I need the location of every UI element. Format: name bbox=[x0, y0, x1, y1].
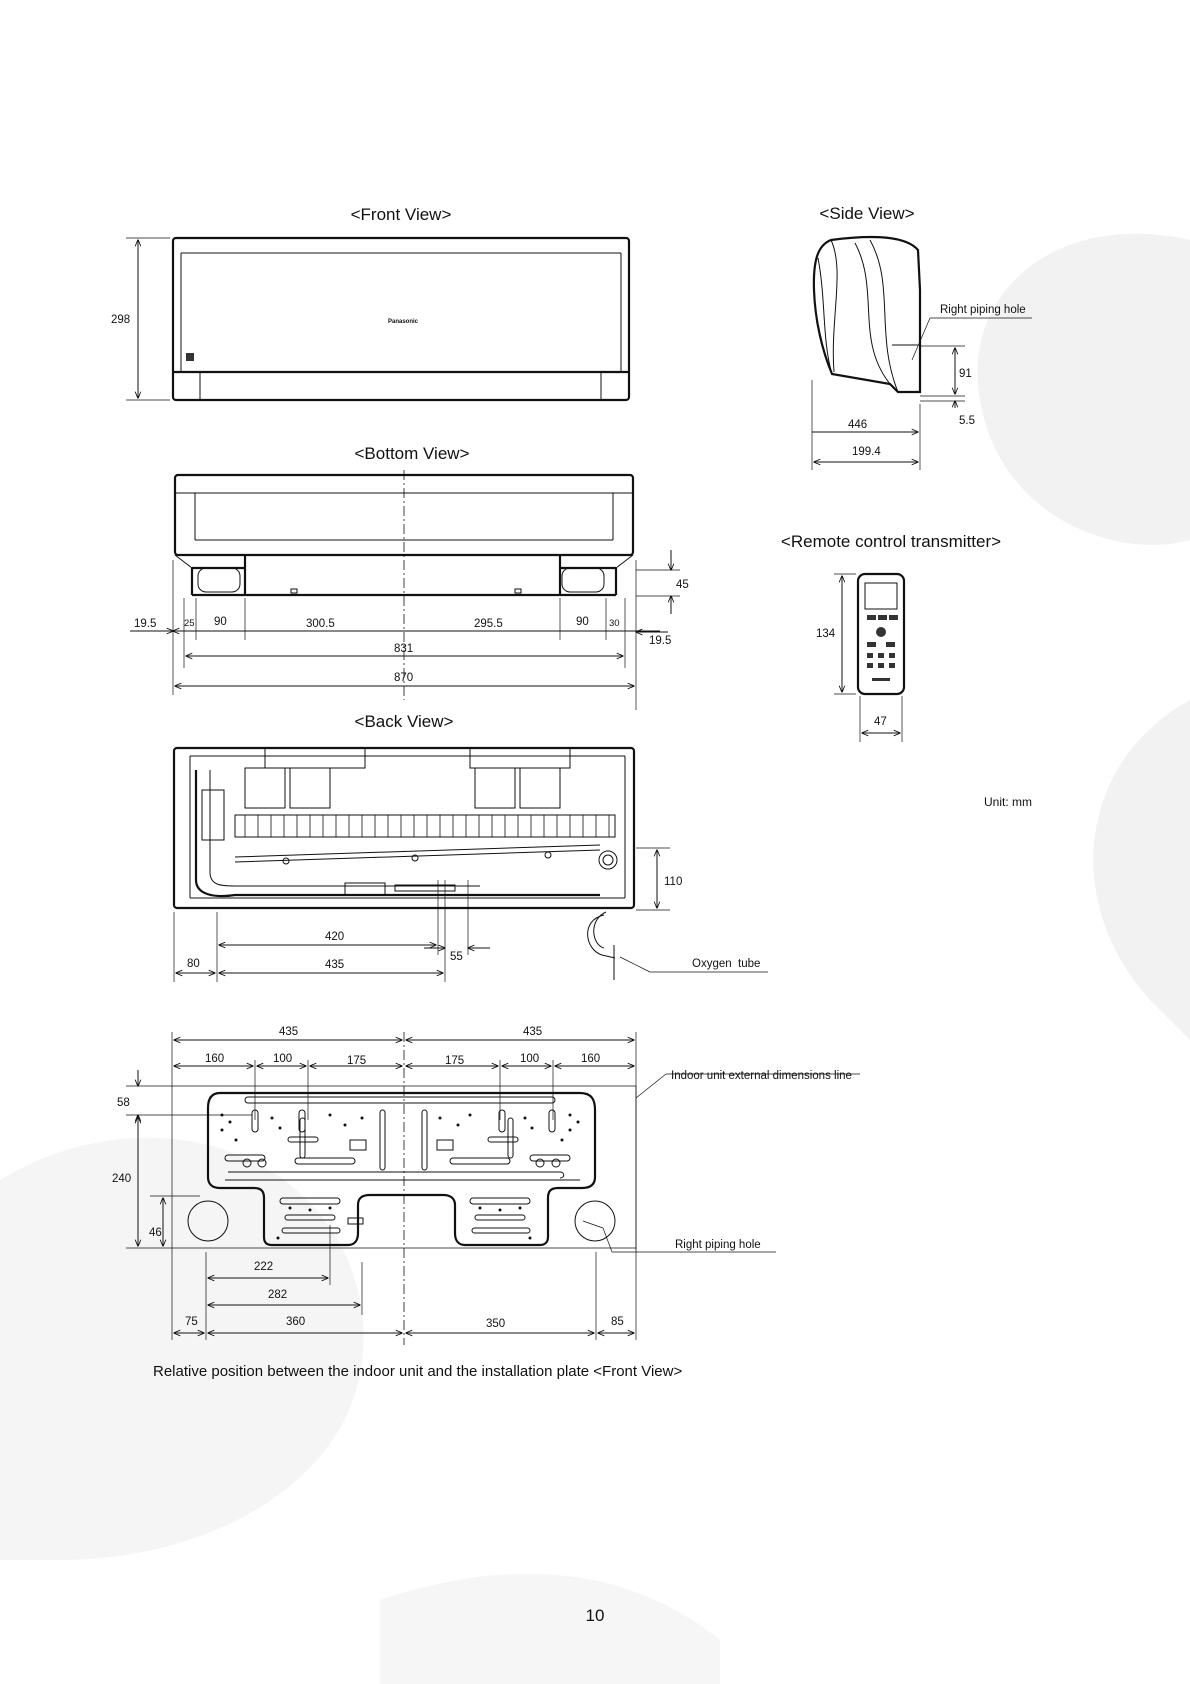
plate-dim-360: 360 bbox=[286, 1316, 306, 1328]
side-dim-446: 446 bbox=[848, 419, 868, 431]
remote-control-view bbox=[781, 532, 1001, 742]
plate-dim-282: 282 bbox=[268, 1289, 288, 1301]
plate-dim-160-left: 160 bbox=[205, 1053, 225, 1065]
oxygen-tube-label: Oxygen tube bbox=[692, 958, 761, 970]
plate-dim-175-right: 175 bbox=[445, 1055, 465, 1067]
unit-label: Unit: mm bbox=[984, 795, 1032, 809]
sensor-icon bbox=[186, 353, 194, 361]
plate-dim-240: 240 bbox=[112, 1173, 132, 1185]
plate-dim-100-left: 100 bbox=[273, 1053, 293, 1065]
plate-dim-350: 350 bbox=[486, 1318, 506, 1330]
side-piping-hole-label: Right piping hole bbox=[940, 304, 1026, 316]
side-view-title: <Side View> bbox=[819, 204, 915, 223]
watermark-logo bbox=[0, 234, 1190, 1684]
side-dim-199-4: 199.4 bbox=[852, 446, 881, 458]
fin-pattern bbox=[245, 815, 609, 837]
bottom-dim-90-right: 90 bbox=[576, 616, 589, 628]
bottom-view bbox=[130, 444, 689, 710]
bottom-dim-19-5-right: 19.5 bbox=[649, 635, 672, 647]
plate-dim-175-left: 175 bbox=[347, 1055, 367, 1067]
bottom-dim-25: 25 bbox=[184, 618, 195, 629]
bottom-dim-45: 45 bbox=[676, 579, 689, 591]
page-number: 10 bbox=[585, 1606, 605, 1625]
side-dim-5-5: 5.5 bbox=[959, 415, 975, 427]
back-view bbox=[174, 712, 768, 982]
remote-width-label: 47 bbox=[874, 716, 887, 728]
bottom-dim-831: 831 bbox=[394, 643, 414, 655]
back-dim-110: 110 bbox=[664, 876, 683, 888]
front-view bbox=[111, 205, 629, 400]
remote-buttons bbox=[867, 615, 898, 681]
front-view-title: <Front View> bbox=[350, 205, 452, 224]
bottom-dim-90-left: 90 bbox=[214, 616, 227, 628]
right-piping-hole bbox=[575, 1201, 615, 1241]
external-dimensions-line-label: Indoor unit external dimensions line bbox=[671, 1070, 852, 1082]
installation-plate-caption: Relative position between the indoor unit and the installation plate <Front View> bbox=[153, 1363, 683, 1380]
front-height-label: 298 bbox=[111, 314, 131, 326]
plate-dim-100-right: 100 bbox=[520, 1053, 540, 1065]
bottom-dim-19-5-left: 19.5 bbox=[134, 618, 157, 630]
plate-dim-75: 75 bbox=[185, 1316, 198, 1328]
bottom-dim-870: 870 bbox=[394, 672, 414, 684]
side-dim-91: 91 bbox=[959, 368, 972, 380]
plate-dim-160-right: 160 bbox=[581, 1053, 601, 1065]
remote-height-label: 134 bbox=[816, 628, 836, 640]
plate-right-piping-hole-label: Right piping hole bbox=[675, 1239, 761, 1251]
back-dim-80: 80 bbox=[187, 958, 200, 970]
back-dim-55: 55 bbox=[450, 951, 463, 963]
bottom-dim-30: 30 bbox=[609, 618, 620, 629]
bottom-view-title: <Bottom View> bbox=[354, 444, 470, 463]
plate-dim-58: 58 bbox=[117, 1097, 130, 1109]
back-dim-420: 420 bbox=[325, 931, 345, 943]
plate-dim-85: 85 bbox=[611, 1316, 624, 1328]
plate-dim-222: 222 bbox=[254, 1261, 274, 1273]
back-dim-435: 435 bbox=[325, 959, 345, 971]
remote-title: <Remote control transmitter> bbox=[780, 532, 1002, 551]
bottom-dim-300-5: 300.5 bbox=[306, 618, 335, 630]
brand-logo: Panasonic bbox=[387, 319, 419, 325]
plate-top-dim-right-435: 435 bbox=[523, 1026, 543, 1038]
bottom-dim-295-5: 295.5 bbox=[474, 618, 503, 630]
plate-dim-46: 46 bbox=[149, 1227, 162, 1239]
plate-top-dim-left-435: 435 bbox=[279, 1026, 299, 1038]
back-view-title: <Back View> bbox=[354, 712, 454, 731]
